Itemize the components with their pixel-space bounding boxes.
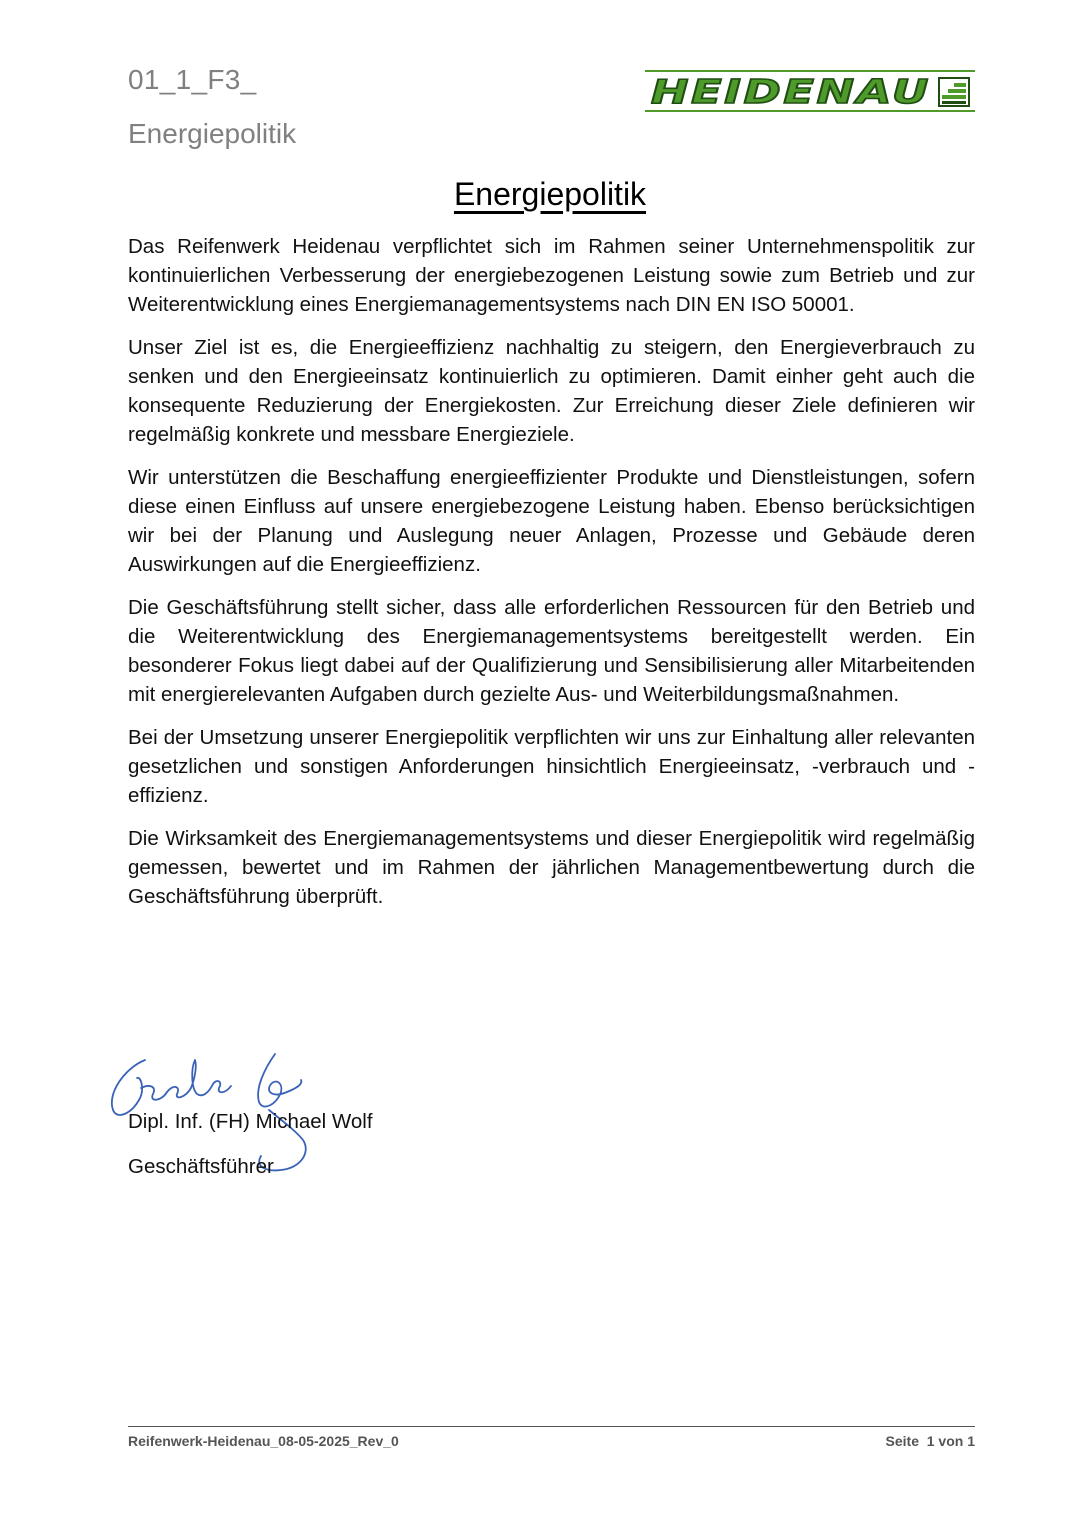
document-subtitle: Energiepolitik [128,118,297,149]
signer-name: Dipl. Inf. (FH) Michael Wolf [128,1110,373,1133]
paragraph-resources: Die Geschäftsführung stellt sicher, dass alle erforderlichen Ressourcen für den Betrieb und die Weiterentwicklung des Energiemanagementsystems bereitgestellt werden. Ein besonderer Fokus liegt dabei auf der Qualifizierung und Sensibilisierung aller Mitarbeitenden mit energierelevanten Aufgaben durch gezielte Aus- und Weiterbildungsmaßnahmen. [128,596,975,706]
paragraph-review: Die Wirksamkeit des Energiemanagementsystems und dieser Energiepolitik wird regelmäßig gemessen, bewertet und im Rahmen der jährlichen Managementbewertung durch die Geschäftsführung überprüft. [128,827,975,908]
footer-divider [128,1426,975,1427]
footer-page-number: Seite 1 von 1 [885,1433,975,1449]
svg-text:HEIDENAU: HEIDENAU [651,72,931,111]
paragraph-procurement: Wir unterstützen die Beschaffung energieeffizienter Produkte und Dienstleistungen, sofern diese einen Einfluss auf unsere energiebezogene Leistung haben. Ebenso berücksichtigen wir bei der Planung und Auslegung neuer Anlagen, Prozesse und Gebäude deren Auswirkungen auf die Energieeffizienz. [128,466,975,576]
policy-body [128,232,975,925]
page-title: Energiepolitik [453,176,647,212]
paragraph-goals: Unser Ziel ist es, die Energieeffizienz nachhaltig zu steigern, den Energieverbrauch zu senken und den Energieeinsatz kontinuierlich zu optimieren. Damit einher geht auch die konsequente Reduzierung der Energiekosten. Zur Erreichung dieser Ziele definieren wir regelmäßig konkrete und messbare Energieziele. [128,336,975,446]
signer-role: Geschäftsführer [128,1155,274,1178]
footer-document-id: Reifenwerk-Heidenau_08-05-2025_Rev_0 [128,1433,399,1449]
paragraph-commitment: Das Reifenwerk Heidenau verpflichtet sich im Rahmen seiner Unternehmenspolitik zur kontinuierlichen Verbesserung der energiebezogenen Leistung sowie zum Betrieb und zur Weiterentwicklung eines Energiemanagementsystems nach DIN EN ISO 50001. [128,235,975,316]
paragraph-compliance: Bei der Umsetzung unserer Energiepolitik verpflichten wir uns zur Einhaltung aller relevanten gesetzlichen und sonstigen Anforderungen hinsichtlich Energieeinsatz, -verbrauch und -effizienz. [128,726,975,807]
heidenau-logo [645,68,975,114]
document-code: 01_1_F3_ [128,64,257,95]
